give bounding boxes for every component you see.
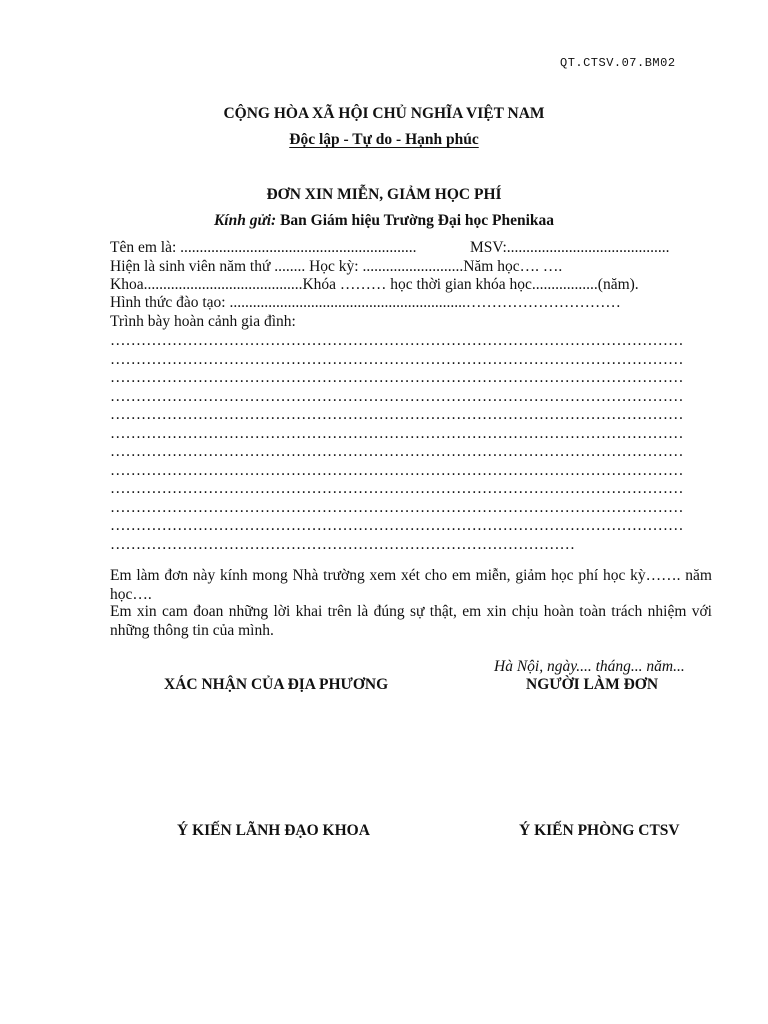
recipient-line xyxy=(0,212,768,230)
local-confirmation-heading: XÁC NHẬN CỦA ĐỊA PHƯƠNG xyxy=(164,676,389,693)
motto-heading xyxy=(0,131,768,149)
name-field: Tên em là: ............................................................. xyxy=(110,239,417,256)
applicant-heading: NGƯỜI LÀM ĐƠN xyxy=(526,676,659,693)
commitment-paragraph: Em xin cam đoan những lời khai trên là đúng sự thật, em xin chịu hoàn toàn trách nhiệm với những thông tin của mình. xyxy=(110,603,712,639)
dotted-line: ………………………………………………………………………………………………… xyxy=(110,498,684,516)
dotted-line: ………………………………………………………………………………………………… xyxy=(110,461,684,479)
motto-text: Độc lập - Tự do - Hạnh phúc xyxy=(289,131,479,148)
faculty-opinion-heading: Ý KIẾN LÃNH ĐẠO KHOA xyxy=(177,822,370,839)
dotted-line: ………………………………………………………………………………………………… xyxy=(110,369,684,386)
date-line: Hà Nội, ngày.... tháng... năm... xyxy=(494,658,685,675)
dotted-line: ………………………………………………………………………………………………… xyxy=(110,387,684,405)
dotted-line: ………………………………………………………………………………………………… xyxy=(110,350,684,368)
dotted-line: ………………………………………………………………………………………………… xyxy=(110,517,684,534)
dotted-line: ………………………………………………………………………………………………… xyxy=(110,443,684,460)
year-field-row: Hiện là sinh viên năm thứ ........ Học kỳ: ..........................Năm học…. …. xyxy=(110,258,563,275)
training-form-row: Hình thức đào tạo: .............................................................………………………… xyxy=(110,294,621,311)
faculty-field-row: Khoa.........................................Khóa ……… học thời gian khóa học.................(năm). xyxy=(110,276,639,293)
ctsv-opinion-heading: Ý KIẾN PHÒNG CTSV xyxy=(519,822,680,839)
dotted-line: ………………………………………………………………………………………………… xyxy=(110,480,684,497)
form-title: ĐƠN XIN MIỄN, GIẢM HỌC PHÍ xyxy=(266,186,502,203)
dotted-line: ………………………………………………………………………………………………… xyxy=(110,332,684,349)
request-paragraph: Em làm đơn này kính mong Nhà trường xem xét cho em miễn, giảm học phí học kỳ……. năm học…. xyxy=(110,567,712,603)
name-field-row xyxy=(110,239,714,257)
dotted-line: ……………………………………………………………………………… xyxy=(110,535,575,553)
circumstances-label: Trình bày hoàn cảnh gia đình: xyxy=(110,313,296,330)
country-heading: CỘNG HÒA XÃ HỘI CHỦ NGHĨA VIỆT NAM xyxy=(223,105,545,122)
form-code: QT.CTSV.07.BM02 xyxy=(560,56,676,70)
dotted-line: ………………………………………………………………………………………………… xyxy=(110,406,684,423)
dotted-line: ………………………………………………………………………………………………… xyxy=(110,424,684,442)
recipient-label: Kính gửi: xyxy=(213,212,277,229)
student-id-field: MSV:.......................................... xyxy=(470,239,670,256)
recipient-value: Ban Giám hiệu Trường Đại học Phenikaa xyxy=(280,212,555,229)
